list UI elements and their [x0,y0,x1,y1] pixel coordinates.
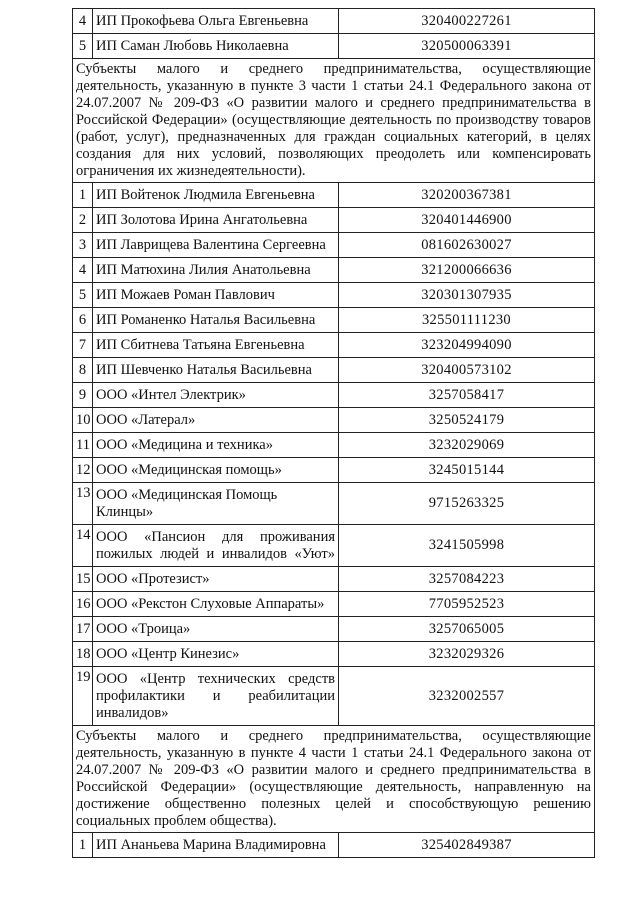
row-number: 9 [73,383,93,408]
table-row [73,308,595,333]
row-number: 6 [73,308,93,333]
inn-value: 325501111230 [339,308,595,333]
inn-value: 321200066636 [339,258,595,283]
entity-name: ООО «Медицинская Помощь Клинцы» [93,483,339,525]
table-row [73,567,595,592]
entity-name: ИП Романенко Наталья Васильевна [93,308,339,333]
entity-name: ООО «Латерал» [93,408,339,433]
inn-value: 7705952523 [339,592,595,617]
inn-value: 325402849387 [339,833,595,858]
table-row [73,483,595,525]
table-row [73,667,595,726]
row-number: 4 [73,9,93,34]
entity-name: ООО «Пансион для проживания пожилых людей и инвалидов «Уют» [93,525,339,567]
entity-name: ИП Ананьева Марина Владимировна [93,833,339,858]
entity-name: ООО «Троица» [93,617,339,642]
entity-name: ИП Лаврищева Валентина Сергеевна [93,233,339,258]
table-row [73,458,595,483]
table-row [73,233,595,258]
inn-value: 3241505998 [339,525,595,567]
entity-name: ИП Прокофьева Ольга Евгеньевна [93,9,339,34]
inn-value: 3257065005 [339,617,595,642]
row-number: 17 [73,617,93,642]
row-number: 4 [73,258,93,283]
row-number: 3 [73,233,93,258]
table-row [73,9,595,34]
row-number: 12 [73,458,93,483]
row-number: 15 [73,567,93,592]
entity-name: ООО «Рекстон Слуховые Аппараты» [93,592,339,617]
table-row [73,183,595,208]
row-number: 5 [73,34,93,59]
entity-name: ООО «Центр Кинезис» [93,642,339,667]
section-3-description: Субъекты малого и среднего предпринимательства, осуществляющие деятельность, указанную в пункте 3 части 1 статьи 24.1 Федерального закона от 24.07.2007 № 209-ФЗ «О развитии малого и среднего предпринимательства в Российской Федерации» (осуществляющие деятельность по производству товаров (работ, услуг), предназначенных для граждан социальных категорий, в целях создания для них условий, позволяющих преодолеть или компенсировать ограничения их жизнедеятельности). [73,59,595,183]
inn-value: 320400573102 [339,358,595,383]
entity-name: ИП Золотова Ирина Ангатольевна [93,208,339,233]
row-number: 18 [73,642,93,667]
table-row [73,525,595,567]
inn-value: 3250524179 [339,408,595,433]
table-row [73,833,595,858]
row-number: 2 [73,208,93,233]
row-number: 19 [73,667,93,726]
row-number: 10 [73,408,93,433]
row-number: 14 [73,525,93,567]
entity-name: ИП Саман Любовь Николаевна [93,34,339,59]
row-number: 5 [73,283,93,308]
row-number: 1 [73,183,93,208]
table-row [73,433,595,458]
inn-value: 3245015144 [339,458,595,483]
row-number: 16 [73,592,93,617]
row-number: 11 [73,433,93,458]
entity-name: ООО «Протезист» [93,567,339,592]
table-row [73,592,595,617]
registry-page [72,8,595,858]
entity-name: ИП Сбитнева Татьяна Евгеньевна [93,333,339,358]
section-header-row [73,726,595,833]
entity-name: ООО «Медицинская помощь» [93,458,339,483]
inn-value: 320200367381 [339,183,595,208]
inn-value: 3257084223 [339,567,595,592]
entity-name: ООО «Медицина и техника» [93,433,339,458]
table-row [73,34,595,59]
entity-name: ИП Матюхина Лилия Анатольевна [93,258,339,283]
inn-value: 320500063391 [339,34,595,59]
entity-name: ИП Можаев Роман Павлович [93,283,339,308]
table-row [73,642,595,667]
table-row [73,258,595,283]
table-row [73,283,595,308]
inn-value: 3232029069 [339,433,595,458]
section-header-row [73,59,595,183]
table-row [73,333,595,358]
entity-name: ИП Войтенок Людмила Евгеньевна [93,183,339,208]
inn-value: 320401446900 [339,208,595,233]
inn-value: 3257058417 [339,383,595,408]
entity-name: ООО «Центр технических средств профилактики и реабилитации инвалидов» [93,667,339,726]
registry-table [72,8,595,858]
table-row [73,408,595,433]
section-4-description: Субъекты малого и среднего предпринимательства, осуществляющие деятельность, указанную в пункте 4 части 1 статьи 24.1 Федерального закона от 24.07.2007 № 209-ФЗ «О развитии малого и среднего предпринимательства в Российской Федерации» (осуществляющие деятельность, направленную на достижение общественно полезных целей и способствующую решению социальных проблем общества). [73,726,595,833]
inn-value: 320400227261 [339,9,595,34]
row-number: 1 [73,833,93,858]
table-row [73,358,595,383]
inn-value: 081602630027 [339,233,595,258]
inn-value: 323204994090 [339,333,595,358]
entity-name: ООО «Интел Электрик» [93,383,339,408]
inn-value: 3232002557 [339,667,595,726]
inn-value: 320301307935 [339,283,595,308]
row-number: 8 [73,358,93,383]
row-number: 13 [73,483,93,525]
inn-value: 9715263325 [339,483,595,525]
table-row [73,383,595,408]
row-number: 7 [73,333,93,358]
table-row [73,617,595,642]
table-row [73,208,595,233]
inn-value: 3232029326 [339,642,595,667]
entity-name: ИП Шевченко Наталья Васильевна [93,358,339,383]
